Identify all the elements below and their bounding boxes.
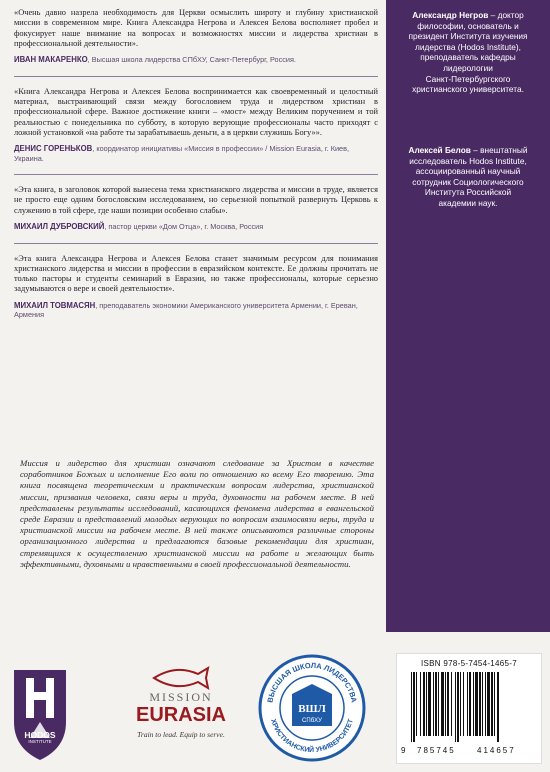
review-attribution	[14, 301, 378, 320]
barcode-icon	[409, 672, 533, 742]
bio-line: лидерологии	[443, 62, 493, 73]
reviewer-name: ИВАН МАКАРЕНКО	[14, 55, 88, 65]
bio-line: христианского университета.	[412, 84, 524, 95]
review	[14, 254, 378, 320]
barcode-digits-group2: 414657	[477, 746, 516, 755]
review-quote: «Очень давно назрела необходимость для Церкви осмыслить широту и глубину христианской миссии в современном мире. Книга Александра Негрова и Алексея Белова восполняет пробел и фокусирует наше внимание на вопросах и возможностях миссии и лидерства христиан в профессиональной деятельности».	[14, 8, 378, 48]
review-attribution	[14, 144, 378, 163]
book-abstract	[10, 450, 384, 636]
reviewer-details: , пастор церкви «Дом Отца», г. Москва, Россия	[104, 222, 264, 232]
author-bio-belov	[394, 145, 542, 209]
university-seal-icon	[256, 650, 368, 766]
review-attribution	[14, 222, 378, 232]
reviewer-details: , преподаватель экономики Американского университета Армении, г. Ереван, Армения	[14, 300, 358, 320]
review	[14, 185, 378, 231]
divider	[14, 174, 378, 175]
bio-line: – доктор	[488, 10, 524, 20]
bio-line: Санкт-Петербургского	[425, 73, 511, 84]
abstract-text: Миссия и лидерство для христиан означают следование за Христом в качестве соработников Божьих и исполнение Его воли по отношению ко всему Его творению. Эта книга посвящена теоретическим и практическим вопросам лидерства, христианской миссии, призвания человека, связи веры и труда, духовности на рабочем месте. В ней представлены результаты исследований, касающихся феномена лидерства в евангельской среде Евразии и представлений молодых верующих по вопросам взаимосвязи веры, труда и христианской миссии на рабочем месте. В ней также описываются различные стороны организационного лидерства и предлагаются базовые рекомендации для христиан, стремящихся к осуществлению христианской миссии на работе и желающих быть эффективными, духовными и нравственными в своей профессиональной деятельности.	[20, 458, 374, 569]
review-quote: «Эта книга, в заголовок которой вынесена тема христианского лидерства и миссии в труде, является не просто еще одним богословским исследованием, но серьезной попыткой развернуть Церковь к служению в той сфере, где наши позиции особенно слабы».	[14, 185, 378, 215]
hodos-logo-subtext: INSTITUTE	[28, 739, 52, 744]
bio-line: преподаватель кафедры	[420, 52, 516, 63]
author-info-panel	[386, 0, 550, 632]
review-quote: «Эта книга Александра Негрова и Алексея Белова станет значимым ресурсом для понимания христианского лидерства и миссии в профессии в евразийском контексте. Ее должны прочитать не только пасторы и студенты семинарий в Евразии, но также профессионалы, которые серьезно задумываются о вере и своей деятельности».	[14, 253, 378, 294]
bio-line: Института Российской	[424, 187, 512, 198]
hodos-institute-logo	[8, 664, 72, 764]
seal-ring-bottom-text: ХРИСТИАНСКИЙ УНИВЕРСИТЕТ	[269, 718, 355, 755]
bio-line: – внештатный	[470, 145, 528, 155]
bio-line: академии наук.	[438, 197, 498, 208]
fish-icon	[132, 664, 230, 692]
mission-logo-tagline: Train to lead. Equip to serve.	[137, 730, 225, 739]
reviewer-name: МИХАИЛ ДУБРОВСКИЙ	[14, 222, 105, 232]
review-attribution	[14, 55, 378, 65]
author-name: Александр Негров	[412, 10, 489, 20]
reviewer-details: , координатор инициативы «Миссия в профессии» / Mission Eurasia, г. Киев, Украина.	[14, 144, 350, 163]
mission-logo-top: MISSION	[149, 690, 213, 704]
seal-ring-top-text: ВЫСШАЯ ШКОЛА ЛИДЕРСТВА	[265, 660, 359, 704]
author-name: Алексей Белов	[408, 145, 471, 155]
mission-logo-main: EURASIA	[135, 704, 226, 726]
mission-eurasia-logo	[132, 664, 230, 764]
review-quote: «Книга Александра Негрова и Алексея Белова воспринимается как своевременный и целостный материал, выстраивающий связи между богословием труда и лидерством христиан в профессиональной сфере. Важное достижение книги – «мост» между Великим поручением и той реальностью с понедельника по субботу, в которую верующие профессионалы часто приходят с ложной установкой «на работе ты зарабатываешь деньги, а в церкви служишь Богу»».	[14, 86, 378, 137]
university-seal-logo	[256, 650, 368, 766]
divider	[14, 76, 378, 77]
reviewer-name: ДЕНИС ГОРЕНЬКОВ	[14, 144, 93, 154]
review	[14, 87, 378, 163]
bio-line: президент Института изучения	[408, 31, 528, 42]
isbn-barcode-block	[396, 653, 542, 764]
barcode-digits-group1: 785745	[417, 746, 456, 755]
bio-line: сотрудник Социологического	[412, 176, 524, 187]
reviewer-details: , Высшая школа лидерства СПбХУ, Санкт-Петербург, Россия.	[87, 55, 296, 65]
reviews-section	[14, 8, 378, 331]
reviewer-name: МИХАИЛ ТОВМАСЯН	[14, 300, 96, 310]
bio-line: исследователь Hodos Institute,	[409, 155, 527, 166]
seal-monogram: ВШЛ	[298, 703, 326, 715]
bio-line: лидерства (Hodos Institute),	[415, 41, 521, 52]
seal-subtext: СПбХУ	[302, 718, 322, 724]
hodos-logo-text: HODOS	[24, 730, 56, 740]
bio-line: ассоциированный научный	[415, 166, 521, 177]
divider	[14, 243, 378, 244]
bio-line: философии, основатель и	[417, 20, 519, 31]
barcode-digits-left: 9	[401, 746, 406, 755]
hodos-shield-icon	[8, 664, 72, 764]
isbn-label: ISBN 978-5-7454-1465-7	[421, 659, 517, 668]
review	[14, 8, 378, 65]
author-bio-negrov	[394, 10, 542, 95]
